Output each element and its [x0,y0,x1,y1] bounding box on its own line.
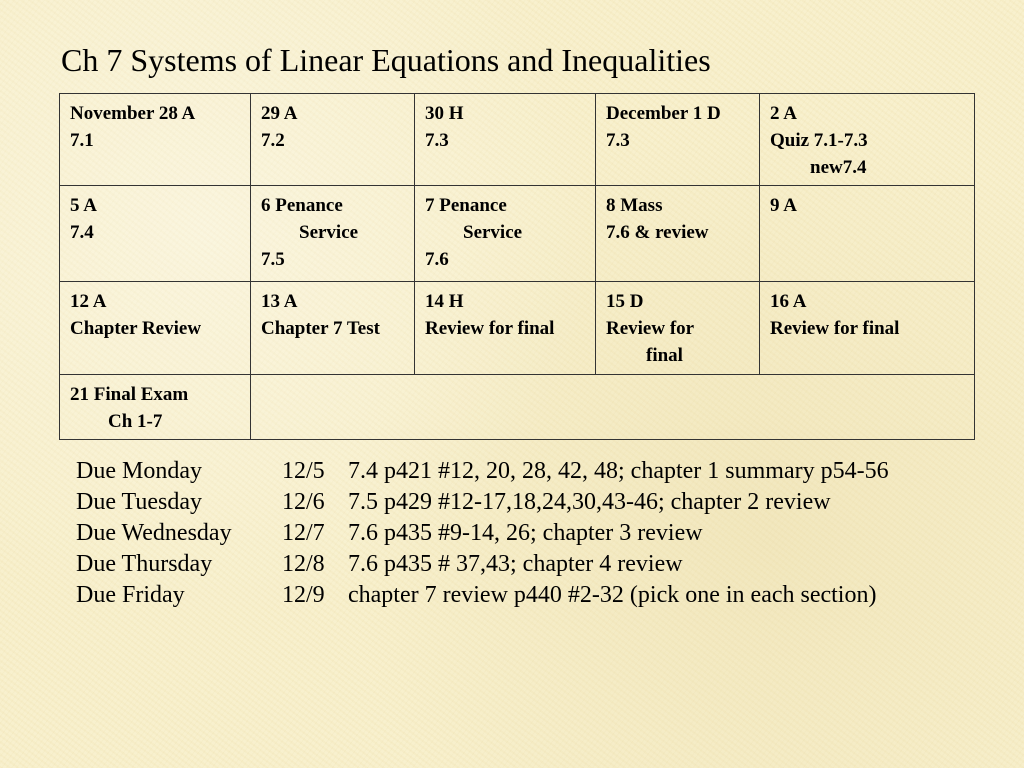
cell-date: 29 A [261,103,298,124]
due-assignment: 7.5 p429 #12-17,18,24,30,43-46; chapter 2 review [348,489,831,515]
due-item [76,487,889,518]
due-date: 12/5 [282,458,325,484]
cell-lesson: 7.6 & review [606,222,709,243]
calendar-cell-dec-12 [60,282,251,375]
due-item [76,456,889,487]
cell-lesson: Review for final [770,318,900,339]
calendar-cell-dec-8 [596,186,760,282]
calendar-cell-dec-14 [415,282,596,375]
due-day: Due Monday [76,458,202,484]
cell-date: 16 A [770,291,807,312]
cell-lesson: 7.5 [261,249,285,270]
cell-lesson: Quiz 7.1-7.3 [770,130,868,151]
calendar-cell-dec-9 [760,186,975,282]
calendar-week-row [60,282,975,375]
cell-date: 21 Final Exam [70,384,189,405]
due-item [76,549,889,580]
due-assignment: chapter 7 review p440 #2-32 (pick one in each section) [348,582,877,608]
calendar-week-row [60,186,975,282]
cell-date: 8 Mass [606,195,663,216]
due-date: 12/6 [282,489,325,515]
due-item [76,580,889,611]
cell-date: 9 A [770,195,797,216]
cell-lesson-extra: final [646,345,683,366]
due-item [76,518,889,549]
calendar-cell-dec-2 [760,94,975,186]
cell-lesson: 7.3 [425,130,449,151]
cell-date: 2 A [770,103,797,124]
calendar-week-row [60,375,975,440]
cell-date: 13 A [261,291,298,312]
cell-lesson: Chapter Review [70,318,202,339]
cell-lesson: Ch 1-7 [108,411,163,432]
due-day: Due Thursday [76,551,213,577]
cell-lesson-extra: new7.4 [810,157,867,178]
due-date: 12/9 [282,582,325,608]
cell-lesson: Chapter 7 Test [261,318,380,339]
cell-date: November 28 A [70,103,196,124]
calendar-cell-empty [251,375,975,440]
calendar-cell-dec-15 [596,282,760,375]
calendar-cell-dec-21 [60,375,251,440]
due-assignment: 7.4 p421 #12, 20, 28, 42, 48; chapter 1 summary p54-56 [348,458,889,484]
calendar-cell-dec-13 [251,282,415,375]
calendar-cell-nov-29 [251,94,415,186]
cell-date: December 1 D [606,103,721,124]
calendar-cell-dec-6 [251,186,415,282]
cell-lesson: 7.1 [70,130,94,151]
due-assignment: 7.6 p435 #9-14, 26; chapter 3 review [348,520,703,546]
cell-lesson: 7.6 [425,249,449,270]
calendar-cell-dec-1 [596,94,760,186]
due-assignment: 7.6 p435 # 37,43; chapter 4 review [348,551,683,577]
due-day: Due Tuesday [76,489,203,515]
calendar-table [59,93,975,440]
calendar-cell-nov-30 [415,94,596,186]
cell-date: 15 D [606,291,644,312]
cell-lesson: 7.3 [606,130,630,151]
calendar-week-row [60,94,975,186]
cell-date: 7 Penance [425,195,507,216]
cell-date: 14 H [425,291,464,312]
due-date: 12/8 [282,551,325,577]
cell-lesson: 7.4 [70,222,94,243]
due-day: Due Wednesday [76,520,232,546]
calendar-cell-nov-28 [60,94,251,186]
cell-date: 6 Penance [261,195,343,216]
due-list [76,456,889,611]
cell-event: Service [299,222,359,243]
calendar-cell-dec-7 [415,186,596,282]
calendar-cell-dec-5 [60,186,251,282]
cell-date: 12 A [70,291,107,312]
due-date: 12/7 [282,520,325,546]
page-title: Ch 7 Systems of Linear Equations and Inequalities [61,42,711,78]
cell-lesson: Review for [606,318,695,339]
cell-date: 5 A [70,195,97,216]
cell-lesson: 7.2 [261,130,285,151]
cell-date: 30 H [425,103,464,124]
due-day: Due Friday [76,582,185,608]
calendar-cell-dec-16 [760,282,975,375]
cell-lesson: Review for final [425,318,555,339]
cell-event: Service [463,222,523,243]
